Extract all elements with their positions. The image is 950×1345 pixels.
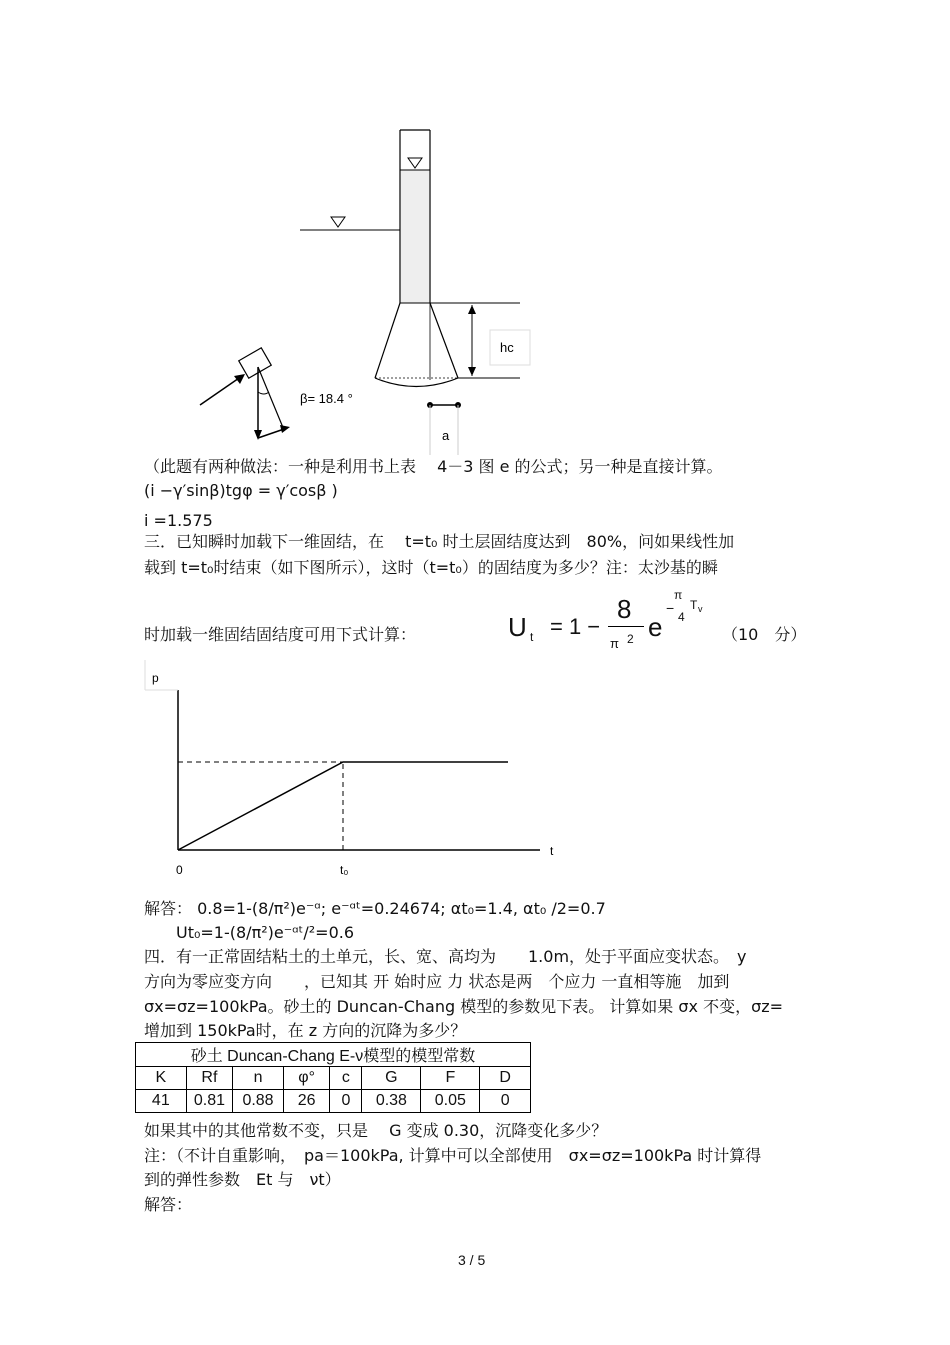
table-value-cell: 0 (330, 1090, 362, 1113)
problem4-line1: 四．有一正常固结粘土的土单元，长、宽、高均为 1.0m，处于平面应变状态。 y (144, 947, 747, 966)
table-value-cell: 0 (480, 1090, 531, 1113)
formula-exp-den: 4 (678, 610, 685, 624)
answer3-line1: 解答： 0.8=1-(8/π²)e⁻ᵅ; e⁻ᵅᵗ=0.24674; αt₀=1.4, αt₀ /2=0.7 (144, 899, 606, 918)
table-header-cell: F (421, 1067, 480, 1090)
solution-result: i =1.575 (144, 511, 213, 530)
after-table-line3: 到的弹性参数 Et 与 νt） (144, 1170, 341, 1189)
formula-exp-v: v (698, 604, 703, 614)
solution-formula: (i −γ′sinβ)tgφ = γ′cosβ ) (144, 481, 338, 500)
table-value-cell: 26 (283, 1090, 330, 1113)
after-table-line4: 解答： (144, 1195, 193, 1214)
problem3-line3: 时加载一维固结固结度可用下式计算： (144, 625, 417, 644)
answer3-line2: Ut₀=1-(8/π²)e⁻ᵅᵗ/²=0.6 (176, 923, 355, 942)
table-caption: 砂土 Duncan-Chang E-ν模型的模型常数 (136, 1043, 531, 1067)
table-value-cell: 0.38 (362, 1090, 421, 1113)
table-header-cell: φ° (283, 1067, 330, 1090)
water-level-symbol-tube (408, 158, 422, 168)
table-header-cell: n (233, 1067, 284, 1090)
problem4-line4: 增加到 150kPa时，在 z 方向的沉降为多少？ (144, 1021, 467, 1040)
table-header-cell: c (330, 1067, 362, 1090)
consolidation-formula (508, 590, 728, 660)
formula-U: U (508, 612, 527, 642)
table-header-cell: K (136, 1067, 187, 1090)
table-header-cell: Rf (186, 1067, 233, 1090)
formula-e: e (648, 612, 663, 642)
formula-numerator: 8 (617, 594, 632, 624)
loading-chart (140, 660, 570, 880)
table-value-cell: 0.81 (186, 1090, 233, 1113)
water-level-symbol-outer (331, 217, 345, 227)
formula-eq: = 1 − (550, 614, 601, 639)
after-table-line2: 注：（不计自重影响， pa＝100kPa, 计算中可以全部使用 σx=σz=100kPa 时计算得 (144, 1146, 762, 1165)
duncan-chang-table (135, 1042, 531, 1113)
problem3-line1: 三．已知瞬时加载下一维固结，在 t=t₀ 时土层固结度达到 80%，问如果线性加 (144, 532, 735, 551)
table-header-cell: D (480, 1067, 531, 1090)
hc-label: hc (500, 340, 514, 355)
table-value-cell: 41 (136, 1090, 187, 1113)
formula-denominator: π (610, 636, 619, 651)
a-label: a (442, 428, 450, 443)
problem4-line2: 方向为零应变方向 ，已知其 开 始时应 力 状态是两 个应力 一直相等施 加到 (144, 972, 730, 991)
formula-U-sub: t (530, 630, 534, 644)
beta-label: β= 18.4 ° (300, 391, 353, 406)
formula-exp-num: π (674, 588, 683, 602)
chart-ylabel: p (152, 671, 159, 685)
chart-xlabel: t (550, 844, 554, 858)
table-value-cell: 0.05 (421, 1090, 480, 1113)
table-value-row (136, 1090, 531, 1113)
formula-exp-sign: − (666, 600, 675, 616)
solution-note-line1: （此题有两种做法：一种是利用书上表 4－3 图 e 的公式；另一种是直接计算。 (144, 457, 723, 476)
x-tick-t0: t₀ (340, 863, 349, 877)
x-tick-0: 0 (176, 863, 183, 877)
formula-exp-T: T (690, 598, 698, 612)
problem3-score: （10 分） (722, 625, 807, 644)
caisson-figure (190, 120, 550, 460)
after-table-line1: 如果其中的其他常数不变，只是 G 变成 0.30，沉降变化多少？ (144, 1121, 608, 1140)
page-number: 3 / 5 (458, 1252, 486, 1268)
table-header-cell: G (362, 1067, 421, 1090)
fraction-bar (608, 626, 644, 627)
formula-den-exp: 2 (627, 632, 634, 646)
table-value-cell: 0.88 (233, 1090, 284, 1113)
table-header-row (136, 1067, 531, 1090)
problem4-line3: σx=σz=100kPa。砂土的 Duncan-Chang 模型的参数见下表。 计算如果 σx 不变，σz= (144, 997, 784, 1016)
problem3-line2: 载到 t=t₀时结束（如下图所示），这时（t=t₀）的固结度为多少？注：太沙基的瞬 (144, 558, 718, 577)
